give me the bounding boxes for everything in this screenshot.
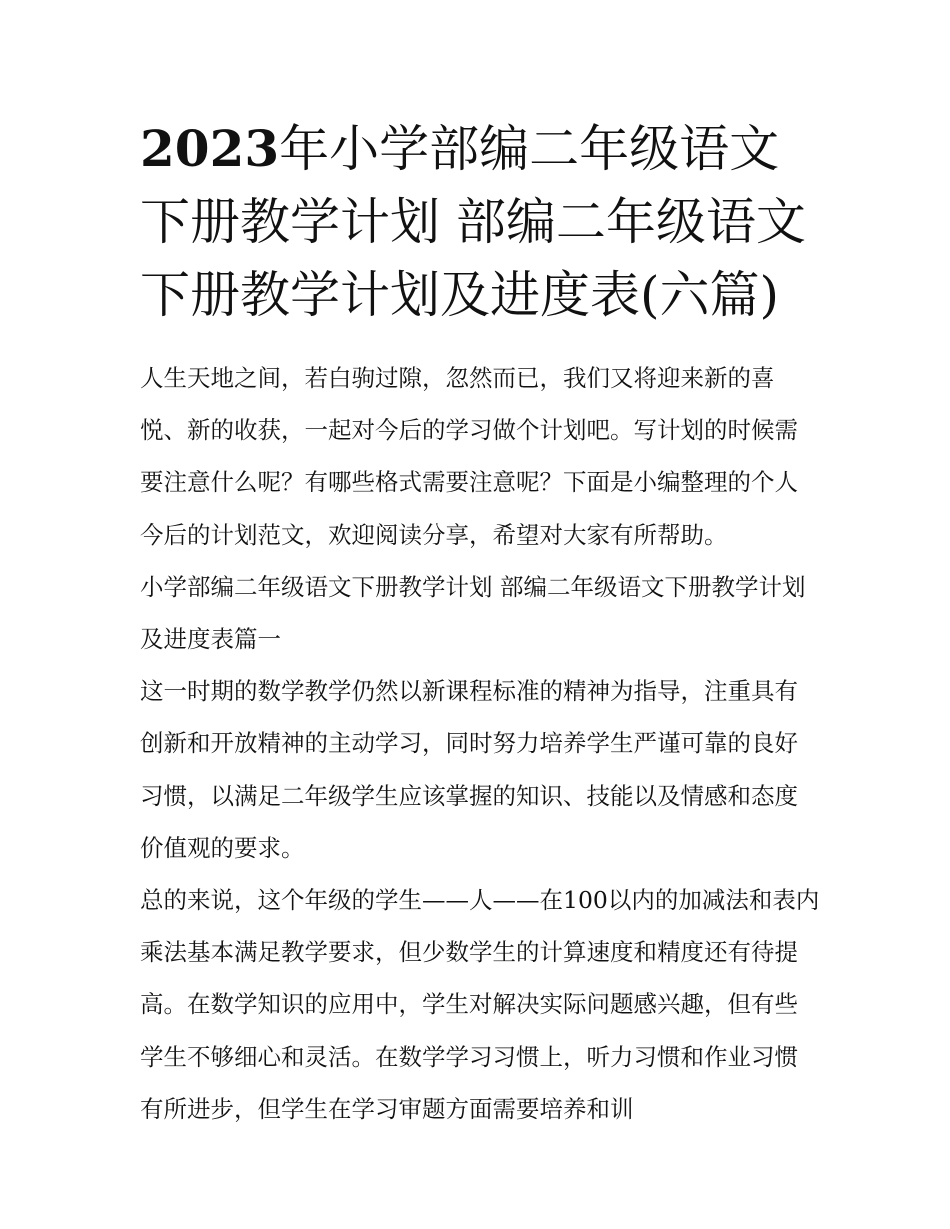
document-title: [140, 112, 820, 332]
body-paragraph: 总的来说，这个年级的学生——人——在100以内的加减法和表内乘法基本满足教学要求，但少数学生的计算速度和精度还有待提高。在数学知识的应用中，学生对解决实际问题感兴趣，但有些学生不够细心和灵活。在数学学习习惯上，听力习惯和作业习惯有所进步，但学生在学习审题方面需要培养和训: [140, 886, 820, 1123]
intro-paragraph: 人生天地之间，若白驹过隙，忽然而已，我们又将迎来新的喜悦、新的收获，一起对今后的学习做个计划吧。写计划的时候需要注意什么呢？有哪些格式需要注意呢？下面是小编整理的个人今后的计划范文，欢迎阅读分享，希望对大家有所帮助。: [140, 364, 798, 549]
document-body: [140, 352, 820, 1135]
title-text: 年小学部编二年级语文下册教学计划 部编二年级语文下册教学计划及进度表(六篇): [140, 120, 806, 324]
title-year: 2023: [140, 119, 280, 178]
body-paragraph: 这一时期的数学教学仍然以新课程标准的精神为指导，注重具有创新和开放精神的主动学习，同时努力培养学生严谨可靠的良好习惯，以满足二年级学生应该掌握的知识、技能以及情感和态度价值观的要求。: [140, 677, 798, 862]
section-heading: 小学部编二年级语文下册教学计划 部编二年级语文下册教学计划及进度表篇一: [140, 572, 806, 654]
